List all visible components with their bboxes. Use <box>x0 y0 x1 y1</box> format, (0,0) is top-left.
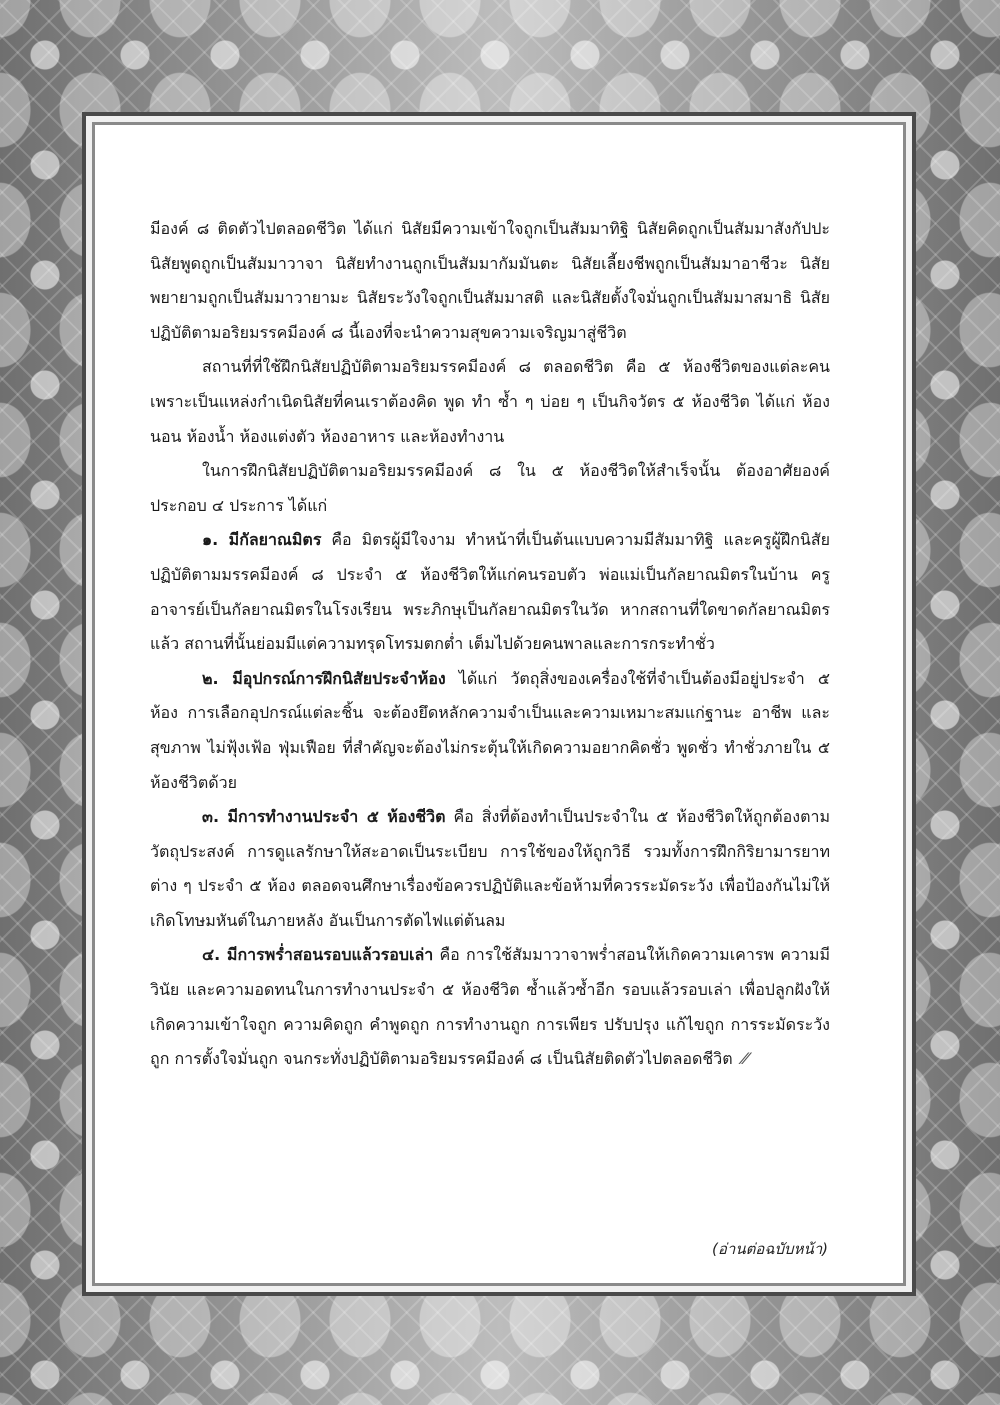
paragraph-1-text: มีองค์ ๘ ติดตัวไปตลอดชีวิต ได้แก่ นิสัยมีความเข้าใจถูกเป็นสัมมาทิฐิ นิสัยคิดถูกเป็นสัมมาสังกัปปะ นิสัยพูดถูกเป็นสัมมาวาจา นิสัยทำงานถูกเป็นสัมมากัมมันตะ นิสัยเลี้ยงชีพถูกเป็นสัมมาอาชีวะ นิสัยพยายามถูกเป็นสัมมาวายามะ นิสัยระวังใจถูกเป็นสัมมาสติ และนิสัยตั้งใจมั่นถูกเป็นสัมมาสมาธิ นิสัยปฏิบัติตามอริยมรรคมีองค์ ๘ นี้เองที่จะนำความสุขความเจริญมาสู่ชีวิต <box>150 219 830 342</box>
paragraph-3-text: ในการฝึกนิสัยปฏิบัติตามอริยมรรคมีองค์ ๘ ใน ๕ ห้องชีวิตให้สำเร็จนั้น ต้องอาศัยองค์ประกอบ ๔ ประการ ได้แก่ <box>150 461 830 515</box>
article-body <box>150 212 830 1077</box>
paragraph-7 <box>150 938 830 1076</box>
paragraph-5-heading: ๒. มีอุปกรณ์การฝึกนิสัยประจำห้อง <box>202 668 446 688</box>
paragraph-6 <box>150 800 830 938</box>
paragraph-2 <box>150 350 830 454</box>
paragraph-1 <box>150 212 830 350</box>
paragraph-3 <box>150 454 830 523</box>
paragraph-7-heading: ๔. มีการพร่ำสอนรอบแล้วรอบเล่า <box>202 945 434 965</box>
paragraph-5-text: ได้แก่ วัตถุสิ่งของเครื่องใช้ที่จำเป็นต้องมีอยู่ประจำ ๕ ห้อง การเลือกอุปกรณ์แต่ละชิ้น จะต้องยึดหลักความจำเป็นและความเหมาะสมแก่ฐานะ อาชีพ และสุขภาพ ไม่ฟุ้งเฟ้อ ฟุ่มเฟือย ที่สำคัญจะต้องไม่กระตุ้นให้เกิดความอยากคิดชั่ว พูดชั่ว ทำชั่วภายใน ๕ ห้องชีวิตด้วย <box>150 668 830 792</box>
end-mark-icon: ⁄⁄ <box>742 1049 748 1069</box>
paragraph-4-heading: ๑. มีกัลยาณมิตร <box>202 530 322 550</box>
paragraph-6-text: คือ สิ่งที่ต้องทำเป็นประจำใน ๕ ห้องชีวิตให้ถูกต้องตามวัตถุประสงค์ การดูแลรักษาให้สะอาดเป็นระเบียบ การใช้ของให้ถูกวิธี รวมทั้งการฝึกกิริยามารยาทต่าง ๆ ประจำ ๕ ห้อง ตลอดจนศึกษาเรื่องข้อควรปฏิบัติและข้อห้ามที่ควรระมัดระวัง เพื่อป้องกันไม่ให้เกิดโทษมหันต์ในภายหลัง อันเป็นการตัดไฟแต่ต้นลม <box>150 807 830 930</box>
paragraph-7-text: คือ การใช้สัมมาวาจาพร่ำสอนให้เกิดความเคารพ ความมีวินัย และความอดทนในการทำงานประจำ ๕ ห้องชีวิต ซ้ำแล้วซ้ำอีก รอบแล้วรอบเล่า เพื่อปลูกฝังให้เกิดความเข้าใจถูก ความคิดถูก คำพูดถูก การทำงานถูก การเพียร ปรับปรุง แก้ไขถูก การระมัดระวังถูก การตั้งใจมั่นถูก จนกระทั่งปฏิบัติตามอริยมรรคมีองค์ ๘ เป็นนิสัยติดตัวไปตลอดชีวิต <box>150 945 830 1069</box>
paragraph-4 <box>150 523 830 661</box>
paragraph-2-text: สถานที่ที่ใช้ฝึกนิสัยปฏิบัติตามอริยมรรคมีองค์ ๘ ตลอดชีวิต คือ ๕ ห้องชีวิตของแต่ละคน เพราะเป็นแหล่งกำเนิดนิสัยที่คนเราต้องคิด พูด ทำ ซ้ำ ๆ บ่อย ๆ เป็นกิจวัตร ๕ ห้องชีวิต ได้แก่ ห้องนอน ห้องน้ำ ห้องแต่งตัว ห้องอาหาร และห้องทำงาน <box>150 357 830 446</box>
paragraph-4-text: คือ มิตรผู้มีใจงาม ทำหน้าที่เป็นต้นแบบความมีสัมมาทิฐิ และครูผู้ฝึกนิสัยปฏิบัติตามมรรคมีองค์ ๘ ประจำ ๕ ห้องชีวิตให้แก่คนรอบตัว พ่อแม่เป็นกัลยาณมิตรในบ้าน ครูอาจารย์เป็นกัลยาณมิตรในโรงเรียน พระภิกษุเป็นกัลยาณมิตรในวัด หากสถานที่ใดขาดกัลยาณมิตรแล้ว สถานที่นั้นย่อมมีแต่ความทรุดโทรมตกต่ำ เต็มไปด้วยคนพาลและการกระทำชั่ว <box>150 530 830 654</box>
paragraph-5 <box>150 662 830 800</box>
paragraph-6-heading: ๓. มีการทำงานประจำ ๕ ห้องชีวิต <box>202 807 446 827</box>
continue-note: (อ่านต่อฉบับหน้า) <box>712 1240 828 1258</box>
